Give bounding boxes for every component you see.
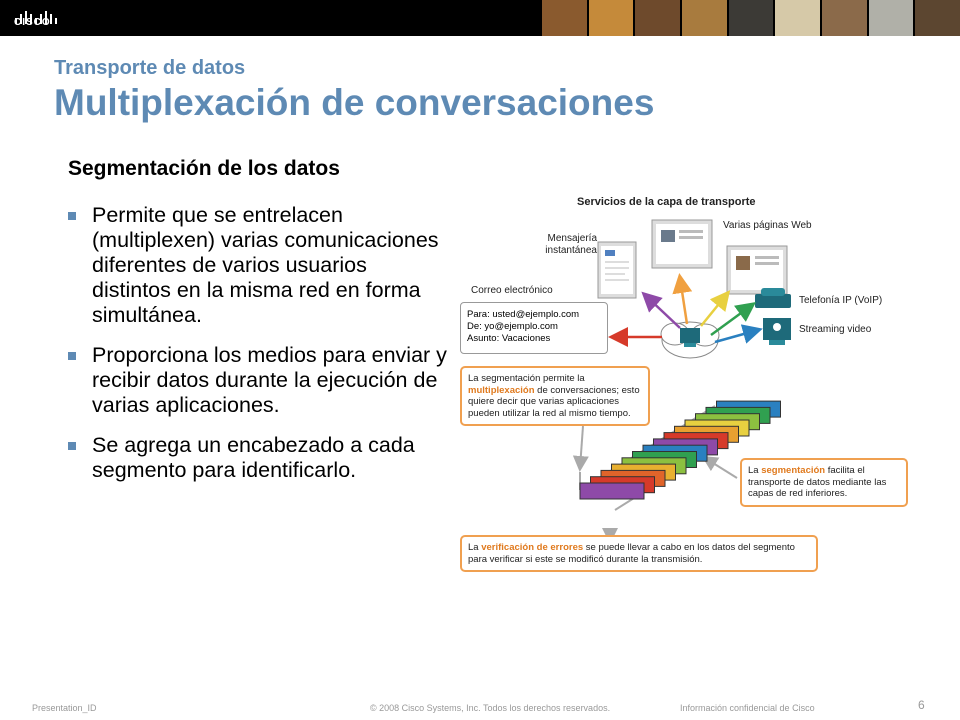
bullet-square-icon: [68, 352, 76, 360]
email-from: De: yo@ejemplo.com: [467, 321, 558, 332]
segment-highlight: segmentación: [761, 465, 826, 476]
diagram-title: Servicios de la capa de transporte: [577, 196, 756, 208]
multiplex-highlight: multiplexación: [468, 384, 535, 396]
header-photo: [773, 0, 820, 36]
network-cloud-icon: [661, 322, 719, 358]
header-photo-strip: [540, 0, 960, 36]
streaming-video-icon: [763, 318, 791, 345]
label-email: Correo electrónico: [471, 285, 553, 296]
bullet-item: Proporciona los medios para enviar y recibir datos durante la ejecución de varias aplicaciones.: [68, 343, 448, 418]
label-voip: Telefonía IP (VoIP): [799, 295, 883, 306]
bullet-item: Se agrega un encabezado a cada segmento para identificarlo.: [68, 433, 448, 483]
header-photo: [680, 0, 727, 36]
bullet-list: [68, 203, 448, 498]
page-number: 6: [918, 698, 925, 712]
transport-diagram: [455, 190, 920, 575]
email-preview-box: [460, 302, 608, 354]
email-to: Para: usted@ejemplo.com: [467, 309, 580, 320]
label-video: Streaming video: [799, 324, 872, 335]
error-check-highlight: verificación de errores: [481, 542, 584, 553]
bullet-square-icon: [68, 212, 76, 220]
footer-presentation-id: Presentation_ID: [32, 703, 97, 713]
segment-info-box: La segmentación facilita el transporte de datos mediante las capas de red inferiores.: [740, 458, 908, 507]
header-photo: [587, 0, 634, 36]
bullet-square-icon: [68, 442, 76, 450]
label-messaging: Mensajería instantánea: [545, 233, 597, 256]
section-heading: Segmentación de los datos: [68, 157, 340, 180]
header-photo: [913, 0, 960, 36]
slide-title: Multiplexación de conversaciones: [54, 82, 655, 123]
bullet-item: Permite que se entrelacen (multiplexen) varias comunicaciones diferentes de varios usuarios distintos en la misma red en forma simultánea.: [68, 203, 448, 328]
email-subject: Asunto: Vacaciones: [467, 333, 551, 344]
error-check-info-box: La verificación de errores se puede llevar a cabo en los datos del segmento para verificar si este se modificó durante la transmisión.: [460, 535, 818, 572]
header-photo: [633, 0, 680, 36]
label-web: Varias páginas Web: [723, 220, 812, 231]
messaging-window-icon: [598, 242, 636, 298]
header-photo: [540, 0, 587, 36]
slide-subtitle: Transporte de datos: [54, 57, 246, 79]
footer-confidential: Información confidencial de Cisco: [680, 703, 815, 713]
header-photo: [727, 0, 774, 36]
multiplex-info-box: La segmentación permite la multiplexación de conversaciones; esto quiere decir que varias aplicaciones pueden utilizar la red al mismo tiempo.: [460, 366, 650, 426]
header-banner: [0, 0, 960, 36]
segment-block: [580, 483, 644, 499]
header-photo: [867, 0, 914, 36]
footer-copyright: © 2008 Cisco Systems, Inc. Todos los derechos reservados.: [370, 703, 611, 713]
header-photo: [820, 0, 867, 36]
logo-text: CISCO: [14, 17, 51, 28]
